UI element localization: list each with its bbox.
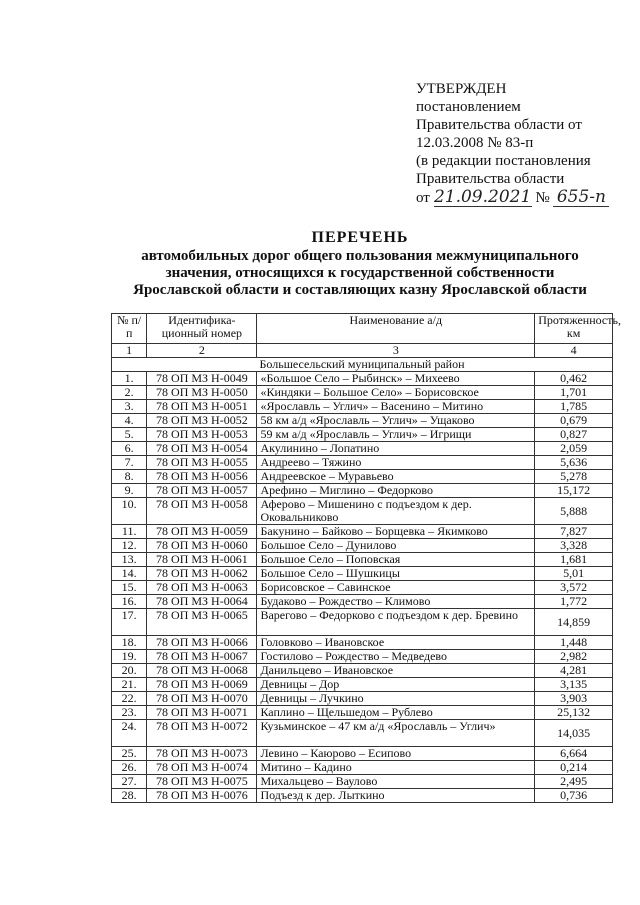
road-id: 78 ОП МЗ Н-0062 [147,567,257,581]
road-length: 15,172 [535,484,613,498]
header-name: Наименование а/д [257,314,535,344]
number-prefix: № [535,190,550,206]
table-row [112,650,613,664]
table-row [112,636,613,650]
row-number: 18. [112,636,147,650]
road-name: Кузьминское – 47 км а/д «Ярославль – Углич» [257,720,535,747]
road-length: 0,827 [535,428,613,442]
table-row [112,386,613,400]
approval-line-2: постановлением [416,99,521,115]
road-length: 5,01 [535,567,613,581]
row-number: 13. [112,553,147,567]
row-number: 22. [112,692,147,706]
table-row [112,539,613,553]
table-row [112,400,613,414]
road-length: 5,636 [535,456,613,470]
table-row [112,609,613,636]
road-id: 78 ОП МЗ Н-0076 [147,789,257,803]
date-prefix: от [416,190,430,206]
road-length: 7,827 [535,525,613,539]
road-id: 78 ОП МЗ Н-0072 [147,720,257,747]
road-length: 3,328 [535,539,613,553]
road-length: 5,278 [535,470,613,484]
road-name: 59 км а/д «Ярославль – Углич» – Игрищи [257,428,535,442]
header-number: № п/п [112,314,147,344]
approval-line-3: Правительства области от [416,117,582,133]
row-number: 28. [112,789,147,803]
road-name: Митино – Кадино [257,761,535,775]
road-id: 78 ОП МЗ Н-0068 [147,664,257,678]
road-id: 78 ОП МЗ Н-0066 [147,636,257,650]
road-name: Арефино – Миглино – Федорково [257,484,535,498]
road-id: 78 ОП МЗ Н-0051 [147,400,257,414]
document-title: ПЕРЕЧЕНЬ [311,229,409,246]
row-number: 14. [112,567,147,581]
road-name: Девницы – Дор [257,678,535,692]
road-id: 78 ОП МЗ Н-0067 [147,650,257,664]
row-number: 20. [112,664,147,678]
subtitle-line-1: автомобильных дорог общего пользования межмуниципального [141,248,579,264]
road-length: 14,035 [535,720,613,747]
row-number: 16. [112,595,147,609]
road-id: 78 ОП МЗ Н-0061 [147,553,257,567]
road-id: 78 ОП МЗ Н-0069 [147,678,257,692]
road-length: 3,903 [535,692,613,706]
col-num-4: 4 [535,344,613,358]
road-id: 78 ОП МЗ Н-0053 [147,428,257,442]
row-number: 24. [112,720,147,747]
table-header-numbers [112,344,613,358]
row-number: 5. [112,428,147,442]
road-id: 78 ОП МЗ Н-0060 [147,539,257,553]
table-row [112,414,613,428]
roads-table [111,313,621,803]
road-name: Подъезд к дер. Лыткино [257,789,535,803]
header-id: Идентифика-ционный номер [147,314,257,344]
road-id: 78 ОП МЗ Н-0074 [147,761,257,775]
road-id: 78 ОП МЗ Н-0065 [147,609,257,636]
table-row [112,470,613,484]
road-length: 5,888 [535,498,613,525]
table-row [112,372,613,386]
road-length: 1,785 [535,400,613,414]
road-id: 78 ОП МЗ Н-0071 [147,706,257,720]
road-name: Борисовское – Савинское [257,581,535,595]
row-number: 23. [112,706,147,720]
road-name: Будаково – Рождество – Климово [257,595,535,609]
table-row [112,484,613,498]
handwritten-number: 655-п [553,188,609,207]
road-name: Андреево – Тяжино [257,456,535,470]
road-length: 0,679 [535,414,613,428]
road-id: 78 ОП МЗ Н-0050 [147,386,257,400]
road-id: 78 ОП МЗ Н-0055 [147,456,257,470]
row-number: 4. [112,414,147,428]
road-name: Каплино – Щельшедом – Рублево [257,706,535,720]
road-name: Аферово – Мишенино с подъездом к дер. Оковальниково [257,498,535,525]
row-number: 27. [112,775,147,789]
table-header-row [112,314,613,344]
road-name: Большое Село – Поповская [257,553,535,567]
subtitle-line-2: значения, относящихся к государственной собственности [165,265,555,281]
road-name: Левино – Каюрово – Есипово [257,747,535,761]
road-name: Большое Село – Дунилово [257,539,535,553]
road-id: 78 ОП МЗ Н-0070 [147,692,257,706]
row-number: 9. [112,484,147,498]
document-heading [100,228,620,299]
road-length: 6,664 [535,747,613,761]
road-length: 1,701 [535,386,613,400]
road-length: 25,132 [535,706,613,720]
road-id: 78 ОП МЗ Н-0075 [147,775,257,789]
table-row [112,747,613,761]
col-num-1: 1 [112,344,147,358]
row-number: 7. [112,456,147,470]
road-name: Андреевское – Муравьево [257,470,535,484]
table-row [112,692,613,706]
road-name: «Киндяки – Большое Село» – Борисовское [257,386,535,400]
col-num-3: 3 [257,344,535,358]
road-id: 78 ОП МЗ Н-0073 [147,747,257,761]
row-number: 17. [112,609,147,636]
row-number: 2. [112,386,147,400]
table-row [112,525,613,539]
road-id: 78 ОП МЗ Н-0056 [147,470,257,484]
row-number: 26. [112,761,147,775]
road-length: 1,448 [535,636,613,650]
road-length: 4,281 [535,664,613,678]
row-number: 11. [112,525,147,539]
col-num-2: 2 [147,344,257,358]
road-name: «Большое Село – Рыбинск» – Михеево [257,372,535,386]
table-row [112,706,613,720]
table-row [112,720,613,747]
subtitle-line-3: Ярославской области и составляющих казну Ярославской области [133,282,587,298]
road-name: Головково – Ивановское [257,636,535,650]
table-row [112,456,613,470]
approval-line-4: 12.03.2008 № 83-п [416,135,534,151]
table-row [112,442,613,456]
road-length: 3,135 [535,678,613,692]
road-name: Большое Село – Шушкицы [257,567,535,581]
row-number: 19. [112,650,147,664]
row-number: 10. [112,498,147,525]
road-id: 78 ОП МЗ Н-0058 [147,498,257,525]
approval-line-6: Правительства области [416,171,565,187]
road-id: 78 ОП МЗ Н-0057 [147,484,257,498]
handwritten-date: 21.09.2021 [433,187,532,207]
approval-date-line [416,188,631,207]
table-row [112,789,613,803]
header-length: Протяженность, км [535,314,613,344]
road-name: Акулинино – Лопатино [257,442,535,456]
table-row [112,664,613,678]
road-id: 78 ОП МЗ Н-0052 [147,414,257,428]
table-row [112,595,613,609]
road-length: 1,681 [535,553,613,567]
road-id: 78 ОП МЗ Н-0059 [147,525,257,539]
road-length: 1,772 [535,595,613,609]
road-length: 2,495 [535,775,613,789]
row-number: 15. [112,581,147,595]
table-row [112,775,613,789]
row-number: 8. [112,470,147,484]
road-length: 0,462 [535,372,613,386]
road-name: Михальцево – Ваулово [257,775,535,789]
road-id: 78 ОП МЗ Н-0064 [147,595,257,609]
road-name: Бакунино – Байково – Борщевка – Якимково [257,525,535,539]
approval-line-1: УТВЕРЖДЕН [416,81,507,97]
row-number: 21. [112,678,147,692]
approval-line-5: (в редакции постановления [416,153,591,169]
table-row [112,553,613,567]
table-row [112,428,613,442]
table-row [112,678,613,692]
approval-stamp [416,80,631,207]
road-name: Девницы – Лучкино [257,692,535,706]
table-row [112,581,613,595]
road-name: Данильцево – Ивановское [257,664,535,678]
road-name: 58 км а/д «Ярославль – Углич» – Ущаково [257,414,535,428]
row-number: 25. [112,747,147,761]
road-id: 78 ОП МЗ Н-0049 [147,372,257,386]
road-length: 2,982 [535,650,613,664]
road-length: 14,859 [535,609,613,636]
table-row [112,761,613,775]
row-number: 1. [112,372,147,386]
region-row [112,358,613,372]
road-length: 0,214 [535,761,613,775]
road-length: 2,059 [535,442,613,456]
road-name: «Ярославль – Углич» – Васенино – Митино [257,400,535,414]
road-length: 0,736 [535,789,613,803]
road-name: Варегово – Федорково с подъездом к дер. Бревино [257,609,535,636]
road-id: 78 ОП МЗ Н-0054 [147,442,257,456]
row-number: 3. [112,400,147,414]
row-number: 6. [112,442,147,456]
row-number: 12. [112,539,147,553]
table-row [112,498,613,525]
region-name: Большесельский муниципальный район [112,358,613,372]
road-length: 3,572 [535,581,613,595]
road-name: Гостилово – Рождество – Медведево [257,650,535,664]
road-id: 78 ОП МЗ Н-0063 [147,581,257,595]
table-row [112,567,613,581]
